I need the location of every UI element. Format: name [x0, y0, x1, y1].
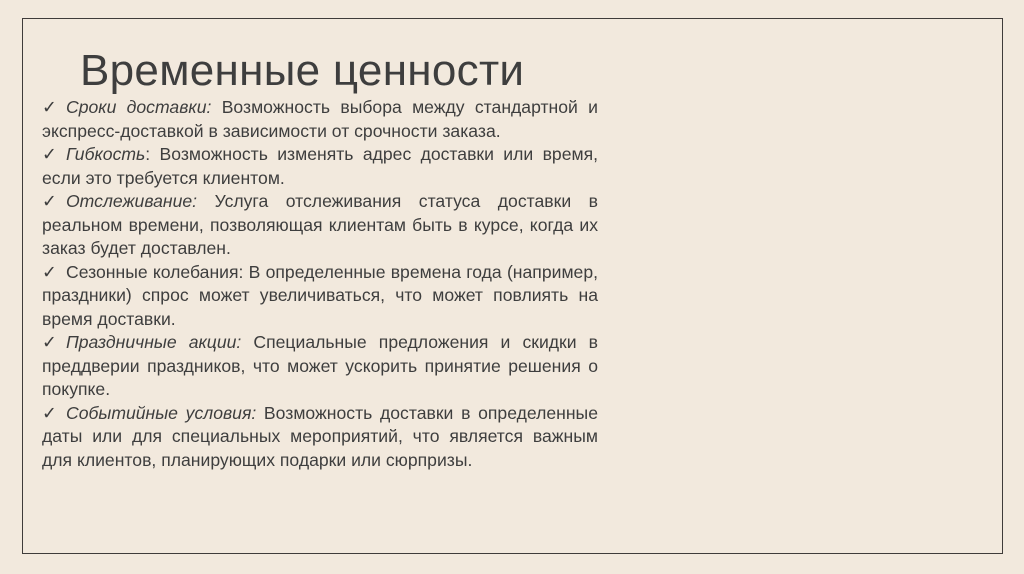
bullet-list: [42, 96, 598, 472]
item-text: : Возможность изменять адрес доставки или время, если это требуется клиентом.: [42, 144, 598, 188]
item-text: Специальные предложения и скидки в преддверии праздников, что может ускорить принятие решения о покупке.: [42, 332, 598, 399]
check-icon: ✓: [42, 261, 57, 282]
check-icon: ✓: [42, 191, 57, 211]
check-icon: ✓: [42, 402, 57, 423]
item-text: Возможность выбора между стандартной и экспресс-доставкой в зависимости от срочности заказа.: [42, 97, 598, 141]
item-text: Услуга отслеживания статуса доставки в реальном времени, позволяющая клиентам быть в курсе, когда их заказ будет доставлен.: [42, 191, 598, 258]
item-text: Сезонные колебания: В определенные времена года (например, праздники) спрос может увеличиваться, что может повлиять на время доставки.: [42, 261, 598, 329]
item-text: Возможность доставки в определенные даты или для специальных мероприятий, что является важным для клиентов, планирующих подарки или сюрпризы.: [42, 402, 598, 470]
list-item: [42, 143, 598, 190]
check-icon: ✓: [42, 97, 57, 117]
list-item: [42, 261, 598, 332]
check-icon: ✓: [42, 144, 57, 164]
list-item: [42, 96, 598, 143]
item-term: Событийные условия:: [66, 402, 257, 423]
check-icon: ✓: [42, 332, 57, 352]
list-item: [42, 402, 598, 473]
item-term: Гибкость: [66, 144, 146, 164]
item-term: Сроки доставки:: [66, 97, 212, 117]
list-item: [42, 190, 598, 261]
slide-title: Временные ценности: [80, 46, 525, 95]
list-item: [42, 331, 598, 402]
item-term: Праздничные акции:: [66, 332, 242, 352]
item-term: Отслеживание:: [66, 191, 198, 211]
